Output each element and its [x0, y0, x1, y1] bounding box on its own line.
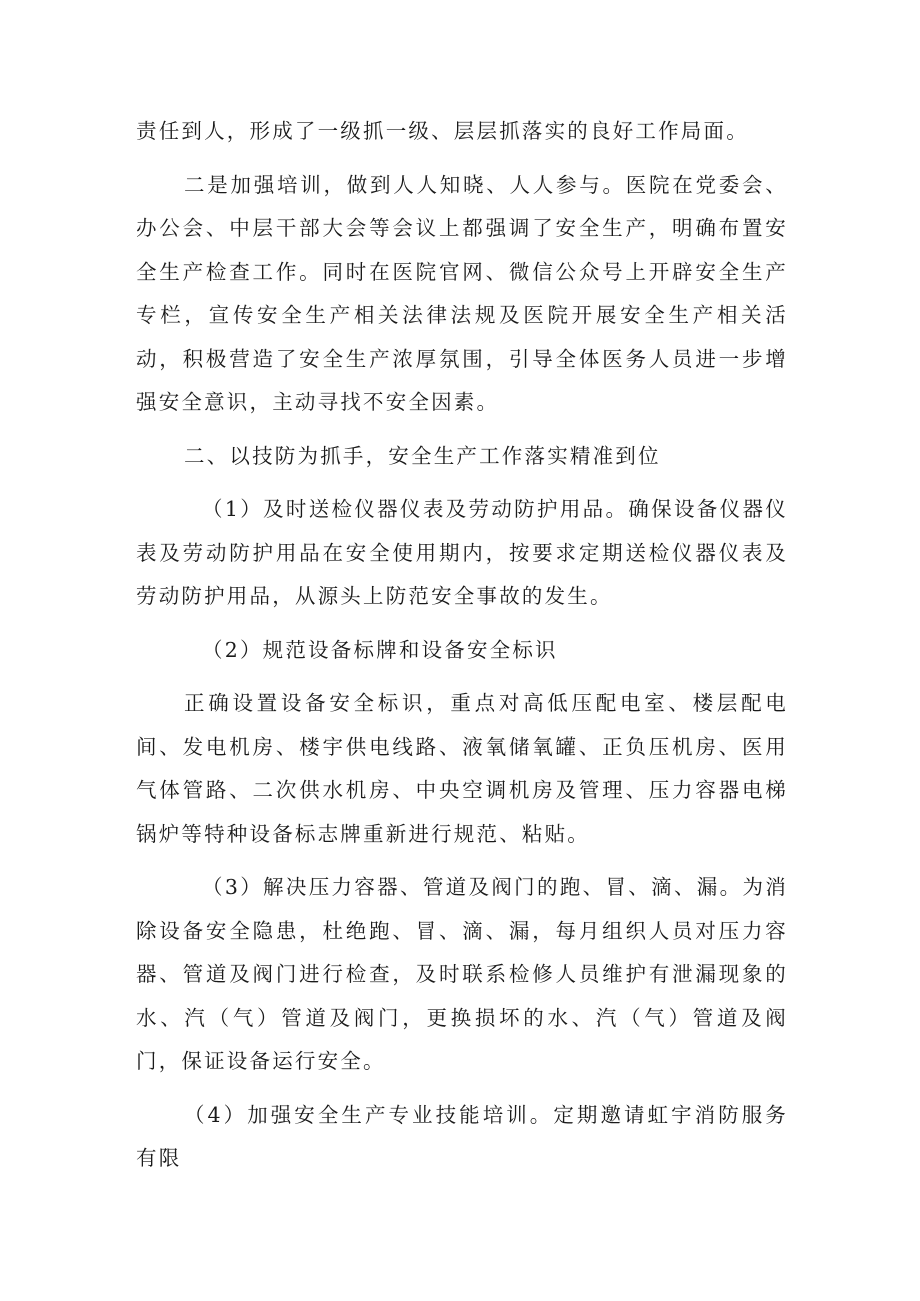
document-body — [136, 110, 788, 1181]
section-heading-tech-defense: 二、以技防为抓手，安全生产工作落实精准到位 — [184, 443, 661, 468]
paragraph-item-4-skills-training: （4）加强安全生产专业技能培训。定期邀请虹宇消防服务有限 — [136, 1102, 788, 1170]
paragraph-item-1-inspection: （1）及时送检仪器仪表及劳动防护用品。确保设备仪器仪表及劳动防护用品在安全使用期内，按要求定期送检仪器仪表及劳动防护用品，从源头上防范安全事故的发生。 — [136, 497, 788, 608]
paragraph-item-2-heading: （2）规范设备标牌和设备安全标识 — [202, 637, 558, 662]
paragraph-safety-signage: 正确设置设备安全标识，重点对高低压配电室、楼层配电间、发电机房、楼宇供电线路、液氧储氧罐、正负压机房、医用气体管路、二次供水机房、中央空调机房及管理、压力容器电梯锅炉等特种设备标志牌重新进行规范、粘贴。 — [136, 691, 788, 846]
paragraph-responsibility: 责任到人，形成了一级抓一级、层层抓落实的良好工作局面。 — [136, 119, 749, 143]
paragraph-training: 二是加强培训，做到人人知晓、人人参与。医院在党委会、办公会、中层干部大会等会议上都强调了安全生产，明确布置安全生产检查工作。同时在医院官网、微信公众号上开辟安全生产专栏，宣传安全生产相关法律法规及医院开展安全生产相关活动，积极营造了安全生产浓厚氛围，引导全体医务人员进一步增强安全意识，主动寻找不安全因素。 — [136, 172, 788, 414]
paragraph-item-3-leaks: （3）解决压力容器、管道及阀门的跑、冒、滴、漏。为消除设备安全隐患，杜绝跑、冒、滴、漏，每月组织人员对压力容器、管道及阀门进行检查，及时联系检修人员维护有泄漏现象的水、汽（气）管道及阀门，更换损坏的水、汽（气）管道及阀门，保证设备运行安全。 — [136, 875, 788, 1073]
